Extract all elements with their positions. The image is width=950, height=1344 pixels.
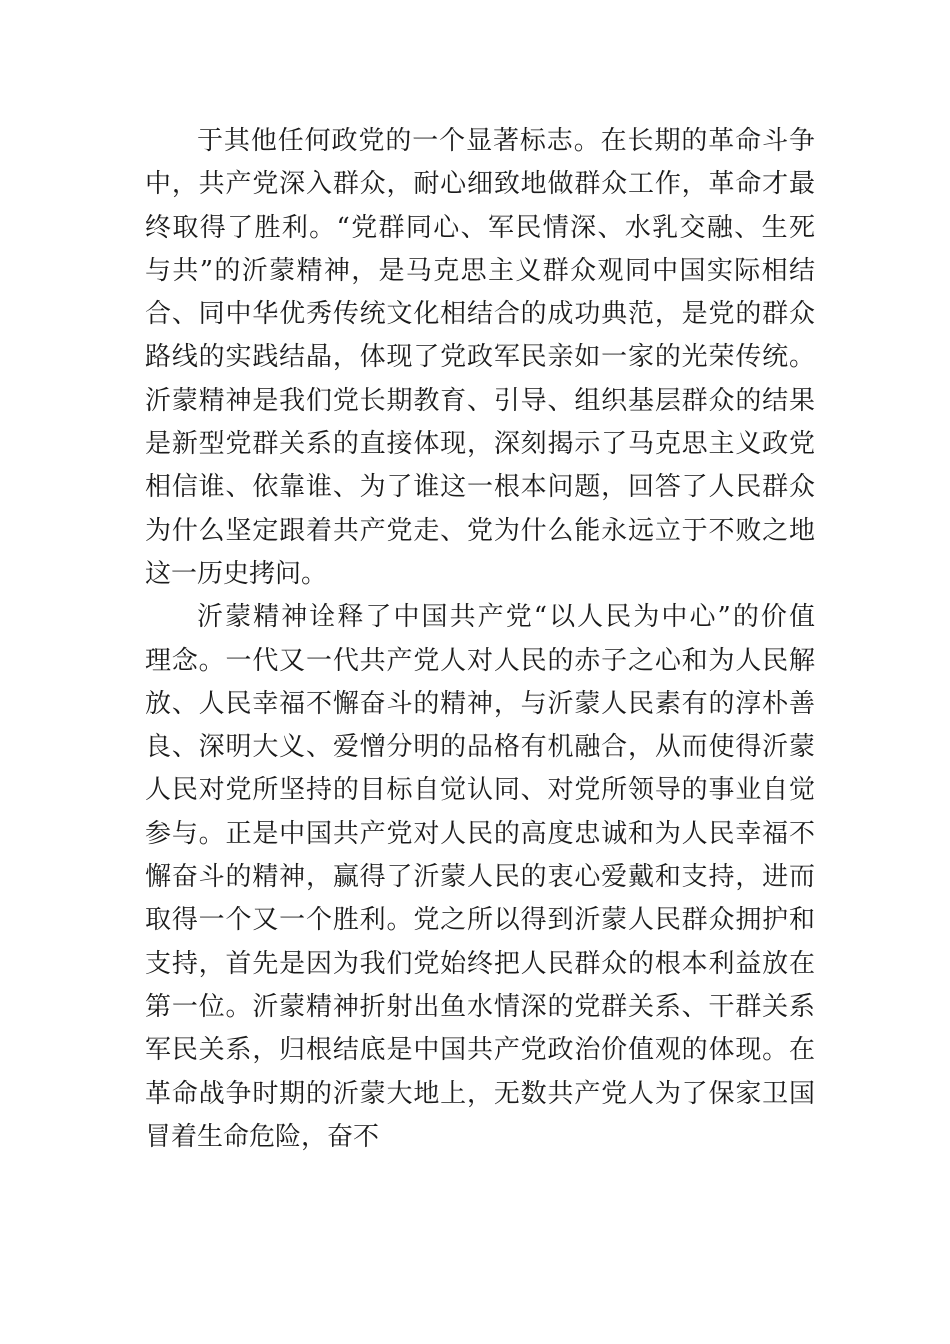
text-line: 理念。一代又一代共产党人对人民的赤子之心和为人民解 (145, 645, 815, 676)
text-line: 支持，首先是因为我们党始终把人民群众的根本利益放在 (145, 948, 815, 979)
text-line: 与共”的沂蒙精神，是马克思主义群众观同中国实际相结 (145, 255, 815, 286)
text-line: 这一历史拷问。 (145, 558, 328, 589)
text-line: 路线的实践结晶，体现了党政军民亲如一家的光荣传统。 (145, 342, 815, 373)
text-line: 沂蒙精神是我们党长期教育、引导、组织基层群众的结果 (145, 385, 815, 416)
text-line: 为什么坚定跟着共产党走、党为什么能永远立于不败之地 (145, 515, 815, 546)
paragraph-1 (145, 120, 815, 596)
text-line: 取得一个又一个胜利。党之所以得到沂蒙人民群众拥护和 (145, 905, 815, 936)
text-line: 参与。正是中国共产党对人民的高度忠诚和为人民幸福不 (145, 818, 815, 849)
text-line: 懈奋斗的精神，赢得了沂蒙人民的衷心爱戴和支持，进而 (145, 862, 815, 893)
text-line: 于其他任何政党的一个显著标志。在长期的革命斗争 (197, 126, 815, 156)
text-line: 冒着生命危险，奋不 (145, 1121, 380, 1152)
paragraph-2 (145, 596, 815, 1159)
text-line: 合、同中华优秀传统文化相结合的成功典范，是党的群众 (145, 299, 815, 330)
text-line: 放、人民幸福不懈奋斗的精神，与沂蒙人民素有的淳朴善 (145, 688, 815, 719)
text-line: 人民对党所坚持的目标自觉认同、对党所领导的事业自觉 (145, 775, 815, 806)
text-line: 终取得了胜利。“党群同心、军民情深、水乳交融、生死 (145, 212, 815, 243)
text-line: 中，共产党深入群众，耐心细致地做群众工作，革命才最 (145, 169, 815, 200)
text-line: 是新型党群关系的直接体现，深刻揭示了马克思主义政党 (145, 429, 815, 460)
body-text (145, 120, 815, 1159)
text-line: 沂蒙精神诠释了中国共产党“以人民为中心”的价值 (197, 602, 815, 633)
text-line: 第一位。沂蒙精神折射出鱼水情深的党群关系、干群关系 (145, 991, 815, 1022)
text-line: 相信谁、依靠谁、为了谁这一根本问题，回答了人民群众 (145, 472, 815, 503)
text-line: 军民关系，归根结底是中国共产党政治价值观的体现。在 (145, 1035, 815, 1066)
text-line: 革命战争时期的沂蒙大地上，无数共产党人为了保家卫国 (145, 1078, 815, 1109)
text-line: 良、深明大义、爱憎分明的品格有机融合，从而使得沂蒙 (145, 732, 815, 763)
